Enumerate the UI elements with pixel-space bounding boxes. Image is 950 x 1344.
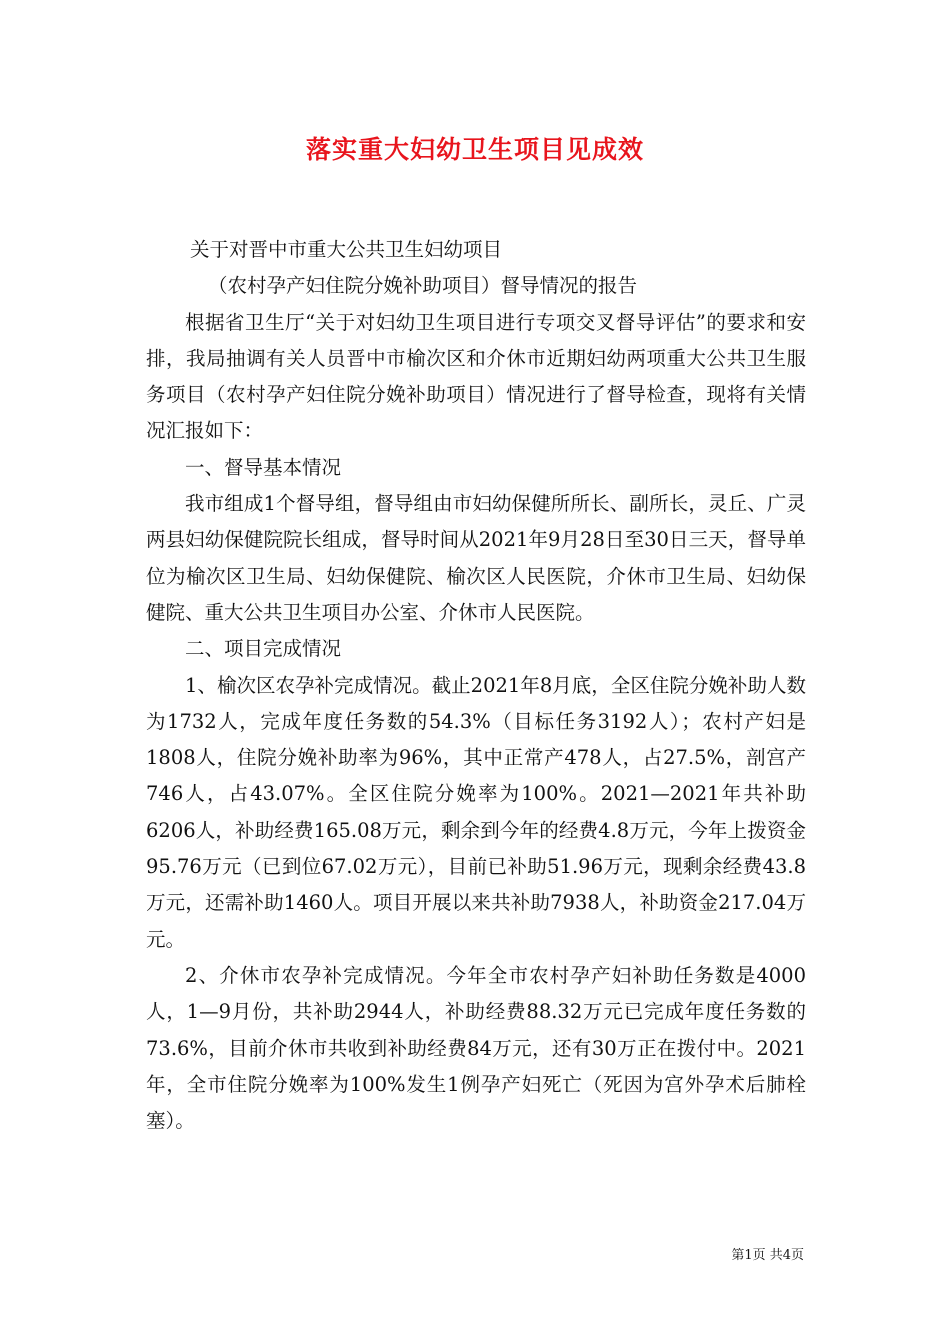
document-body bbox=[146, 232, 806, 1139]
supervision-paragraph: 我市组成1个督导组，督导组由市妇幼保健所所长、副所长，灵丘、广灵两县妇幼保健院院长组成，督导时间从2021年9月28日至30日三天，督导单位为榆次区卫生局、妇幼保健院、榆次区人民医院，介休市卫生局、妇幼保健院、重大公共卫生项目办公室、介休市人民医院。 bbox=[146, 492, 806, 624]
section-heading-2: 二、项目完成情况 bbox=[185, 637, 342, 661]
yuci-paragraph: 1、榆次区农孕补完成情况。截止2021年8月底，全区住院分娩补助人数为1732人，完成年度任务数的54.3%（目标任务3192人）；农村产妇是1808人，住院分娩补助率为96%，其中正常产478人，占27.5%，剖宫产746人，占43.07%。全区住院分娩率为100%。2021—2021年共补助6206人，补助经费165.08万元，剩余到今年的经费4.8万元，今年上拨资金95.76万元（已到位67.02万元），目前已补助51.96万元，现剩余经费43.8万元，还需补助1460人。项目开展以来共补助7938人，补助资金217.04万元。 bbox=[146, 673, 806, 951]
report-subtitle-line-1: 关于对晋中市重大公共卫生妇幼项目 bbox=[190, 238, 503, 261]
intro-paragraph: 根据省卫生厅“关于对妇幼卫生项目进行专项交叉督导评估”的要求和安排，我局抽调有关人员晋中市榆次区和介休市近期妇幼两项重大公共卫生服务项目（农村孕产妇住院分娩补助项目）情况进行了督导检查，现将有关情况汇报如下： bbox=[146, 310, 806, 443]
jiexiu-paragraph: 2、介休市农孕补完成情况。今年全市农村孕产妇补助任务数是4000人，1—9月份，共补助2944人，补助经费88.32万元已完成年度任务数的73.6%，目前介休市共收到补助经费84万元，还有30万正在拨付中。2021年，全市住院分娩率为100%发生1例孕产妇死亡（死因为宫外孕术后肺栓塞）。 bbox=[146, 963, 806, 1133]
report-subtitle-line-2: （农村孕产妇住院分娩补助项目）督导情况的报告 bbox=[208, 274, 638, 298]
document-title: 落实重大妇幼卫生项目见成效 bbox=[305, 135, 644, 164]
page-number-footer: 第1页 共4页 bbox=[731, 1248, 804, 1263]
section-heading-1: 一、督导基本情况 bbox=[185, 455, 342, 479]
